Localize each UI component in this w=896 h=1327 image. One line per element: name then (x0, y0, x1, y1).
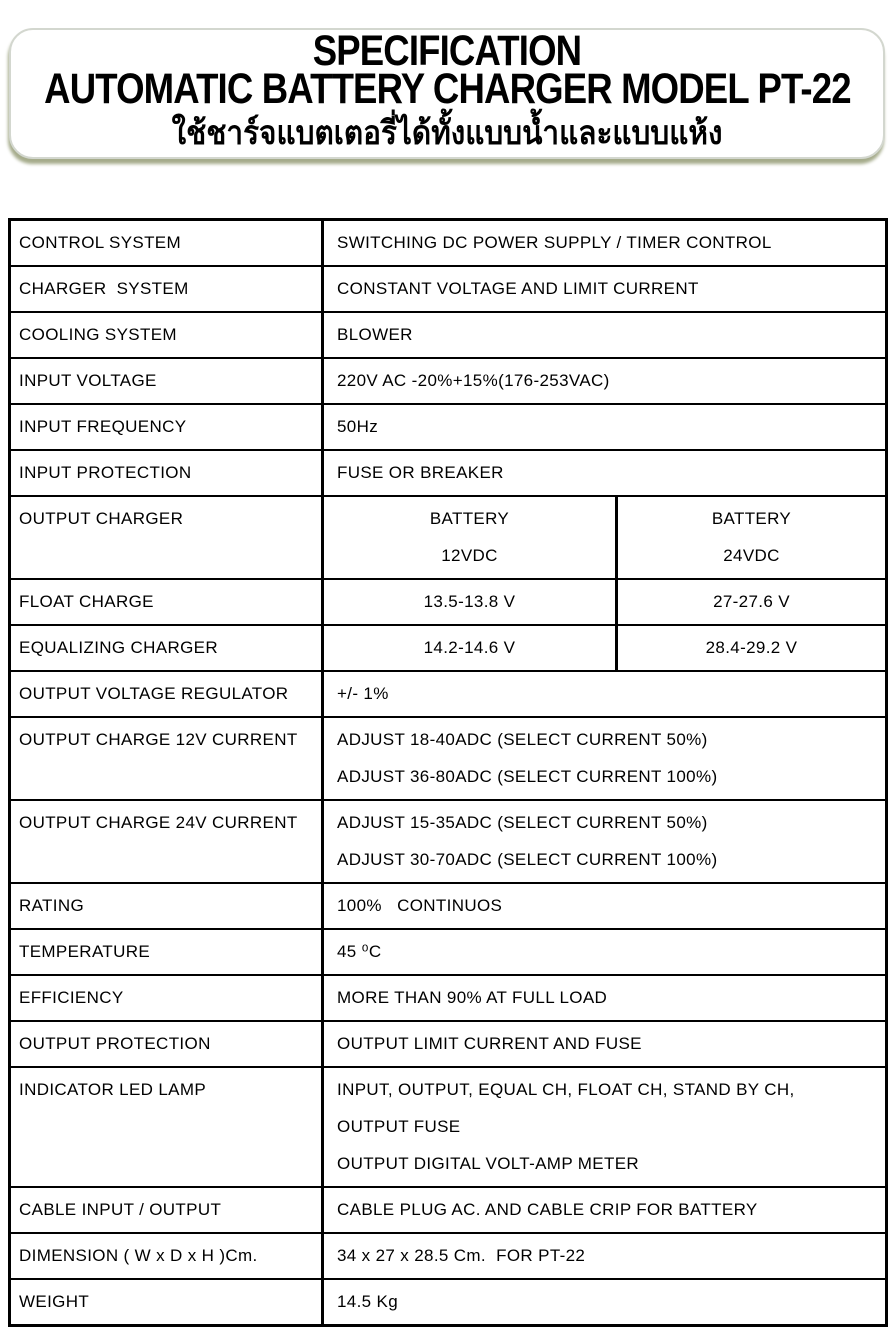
spec-value-cell (324, 718, 885, 799)
spec-value-line: 220V AC -20%+15%(176-253VAC) (337, 371, 610, 390)
spec-value-cell (324, 976, 885, 1020)
spec-value-line: ADJUST 36-80ADC (SELECT CURRENT 100%) (337, 767, 718, 786)
spec-value-line: FUSE OR BREAKER (337, 463, 504, 482)
spec-label-cell: CABLE INPUT / OUTPUT (11, 1188, 324, 1232)
spec-label-cell: OUTPUT CHARGE 12V CURRENT (11, 718, 324, 799)
table-row (11, 221, 885, 267)
table-row (11, 930, 885, 976)
spec-value-cell (324, 267, 885, 311)
spec-label-cell: OUTPUT CHARGER (11, 497, 324, 578)
spec-label-cell: INDICATOR LED LAMP (11, 1068, 324, 1186)
table-row (11, 359, 885, 405)
spec-value-line: BATTERY (429, 509, 510, 528)
spec-value-cell (324, 1280, 885, 1324)
spec-label-cell: FLOAT CHARGE (11, 580, 324, 624)
spec-value-line: 34 x 27 x 28.5 Cm. FOR PT-22 (337, 1246, 586, 1265)
spec-value-line: 14.2-14.6 V (423, 638, 516, 657)
spec-value-line: CABLE PLUG AC. AND CABLE CRIP FOR BATTERY (337, 1200, 758, 1219)
spec-value-line: OUTPUT DIGITAL VOLT-AMP METER (337, 1154, 640, 1173)
spec-label-cell: RATING (11, 884, 324, 928)
table-row (11, 1234, 885, 1280)
spec-label-cell: INPUT PROTECTION (11, 451, 324, 495)
table-row (11, 1022, 885, 1068)
spec-value-cell (324, 1068, 885, 1186)
spec-label-cell: CHARGER SYSTEM (11, 267, 324, 311)
spec-label-cell: EQUALIZING CHARGER (11, 626, 324, 670)
table-row (11, 1068, 885, 1188)
spec-value-line: 45 ⁰C (337, 942, 382, 961)
spec-value-line: 27-27.6 V (713, 592, 790, 611)
spec-value-cell (324, 221, 885, 265)
table-row (11, 580, 885, 626)
spec-value-line: ADJUST 15-35ADC (SELECT CURRENT 50%) (337, 813, 708, 832)
thai-subtitle: ใช้ชาร์จแบตเตอรี่ได้ทั้งแบบน้ำและแบบแห้ง (171, 113, 723, 151)
spec-table (8, 218, 888, 1327)
spec-value-cell (324, 1022, 885, 1066)
header-box (9, 28, 885, 159)
spec-value-cell (324, 1188, 885, 1232)
spec-value-column-cell (618, 497, 885, 578)
spec-value-column-cell (324, 626, 618, 670)
spec-label-cell: OUTPUT CHARGE 24V CURRENT (11, 801, 324, 882)
table-row (11, 1188, 885, 1234)
spec-value-line: CONSTANT VOLTAGE AND LIMIT CURRENT (337, 279, 699, 298)
spec-value-line: ADJUST 30-70ADC (SELECT CURRENT 100%) (337, 850, 718, 869)
spec-label-cell: OUTPUT VOLTAGE REGULATOR (11, 672, 324, 716)
spec-value-cell (324, 801, 885, 882)
spec-value-cell (324, 405, 885, 449)
table-row (11, 313, 885, 359)
spec-value-cell (324, 672, 885, 716)
spec-value-cell (324, 313, 885, 357)
table-row (11, 672, 885, 718)
spec-label-cell: INPUT VOLTAGE (11, 359, 324, 403)
spec-value-line: SWITCHING DC POWER SUPPLY / TIMER CONTROL (337, 233, 772, 252)
spec-value-cell (324, 1234, 885, 1278)
spec-value-line: 13.5-13.8 V (423, 592, 516, 611)
model-title: AUTOMATIC BATTERY CHARGER MODEL PT-22 (43, 64, 851, 113)
table-row (11, 626, 885, 672)
spec-value-column-cell (324, 580, 618, 624)
spec-label-cell: WEIGHT (11, 1280, 324, 1324)
spec-value-line: 14.5 Kg (337, 1292, 399, 1311)
spec-value-line: 100% CONTINUOS (337, 896, 503, 915)
spec-value-column-cell (618, 580, 885, 624)
spec-value-line: MORE THAN 90% AT FULL LOAD (337, 988, 608, 1007)
spec-value-line: INPUT, OUTPUT, EQUAL CH, FLOAT CH, STAND BY CH, (337, 1080, 795, 1099)
spec-value-line: OUTPUT FUSE (337, 1117, 461, 1136)
table-row (11, 1280, 885, 1324)
table-row (11, 884, 885, 930)
spec-label-cell: COOLING SYSTEM (11, 313, 324, 357)
spec-value-line: +/- 1% (337, 684, 389, 703)
spec-label-cell: CONTROL SYSTEM (11, 221, 324, 265)
spec-value-column-cell (324, 497, 618, 578)
table-row (11, 405, 885, 451)
spec-value-cell (324, 451, 885, 495)
spec-label-cell: TEMPERATURE (11, 930, 324, 974)
table-row (11, 801, 885, 884)
table-row (11, 267, 885, 313)
spec-value-cell (324, 930, 885, 974)
spec-value-line: OUTPUT LIMIT CURRENT AND FUSE (337, 1034, 642, 1053)
spec-value-line: ADJUST 18-40ADC (SELECT CURRENT 50%) (337, 730, 708, 749)
spec-value-line: BATTERY (711, 509, 792, 528)
spec-value-line: 50Hz (337, 417, 379, 436)
table-row (11, 976, 885, 1022)
spec-label-cell: OUTPUT PROTECTION (11, 1022, 324, 1066)
table-row (11, 497, 885, 580)
spec-value-line: 12VDC (441, 546, 498, 565)
spec-label-cell: EFFICIENCY (11, 976, 324, 1020)
spec-value-cell (324, 359, 885, 403)
spec-value-line: 28.4-29.2 V (705, 638, 798, 657)
spec-label-cell: INPUT FREQUENCY (11, 405, 324, 449)
page-title: SPECIFICATION (312, 26, 582, 75)
spec-value-cell (324, 884, 885, 928)
spec-label-cell: DIMENSION ( W x D x H )Cm. (11, 1234, 324, 1278)
table-row (11, 451, 885, 497)
table-row (11, 718, 885, 801)
spec-value-column-cell (618, 626, 885, 670)
spec-value-line: 24VDC (723, 546, 780, 565)
spec-value-line: BLOWER (337, 325, 413, 344)
